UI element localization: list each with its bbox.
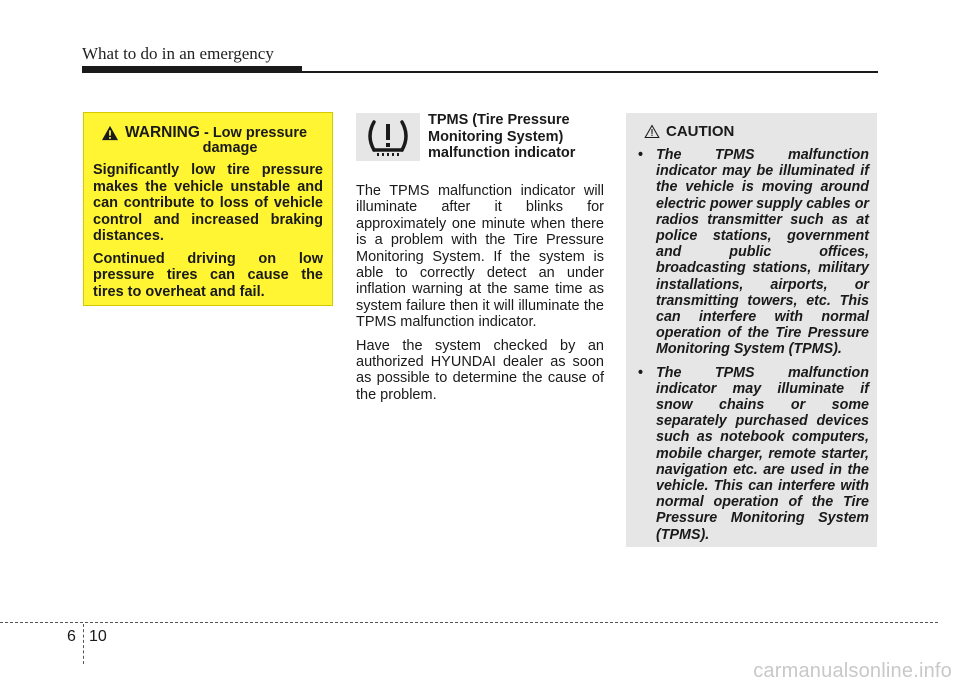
warning-paragraph: Significantly low tire pressure makes the vehicle unstable and can contribute to loss of vehicle control and increased braking distances.	[93, 162, 323, 244]
warning-subtitle-line1: Low pressure	[212, 125, 308, 141]
header-rule	[82, 71, 878, 73]
tpms-body	[356, 183, 604, 410]
bullet-icon: •	[638, 364, 644, 381]
caution-label: CAUTION	[666, 123, 735, 140]
warning-label: WARNING	[125, 124, 200, 141]
caution-box	[626, 113, 877, 547]
chapter-number: 6	[67, 628, 76, 645]
tpms-indicator-icon	[356, 113, 420, 161]
warning-heading	[93, 125, 323, 156]
caution-triangle-icon	[644, 124, 660, 139]
tpms-icon-frame	[356, 113, 420, 161]
caution-item-text: The TPMS malfunction indicator may illuminate if snow chains or some separately purchased devices such as notebook computers, mobile charger, remote starter, navigation etc. are used in the vehicle. This can interfere with normal operation of the Tire Pressure Monitoring System (TPMS).	[656, 364, 869, 543]
warning-separator: -	[199, 125, 213, 141]
warning-subtitle-line2: damage	[202, 140, 258, 156]
footer-divider	[83, 624, 84, 664]
tpms-section-title: TPMS (Tire Pressure Monitoring System) malfunction indicator	[428, 112, 576, 161]
warning-paragraph: Continued driving on low pressure tires can cause the tires to overheat and fail.	[93, 250, 323, 300]
caution-list	[636, 147, 869, 543]
watermark: carmanualsonline.info	[753, 660, 952, 682]
page-number: 10	[89, 628, 107, 645]
warning-box	[83, 112, 333, 306]
caution-item-text: The TPMS malfunction indicator may be illuminated if the vehicle is moving around electric power supply cables or radios transmitter such as at police stations, government and public offices, broadcasting stations, military installations, airports, or transmitting towers, etc. This can interfere with normal operation of the Tire Pressure Monitoring System (TPMS).	[656, 147, 869, 358]
page-header-title: What to do in an emergency	[82, 44, 274, 63]
warning-triangle-icon	[101, 125, 119, 141]
tpms-paragraph: The TPMS malfunction indicator will illuminate after it blinks for approximately one minute when there is a problem with the Tire Pressure Monitoring System. If the system is able to correctly detect an under inflation warning at the same time as system failure then it will illuminate the TPMS malfunction indicator.	[356, 183, 604, 331]
caution-heading	[644, 123, 869, 140]
bullet-icon: •	[638, 147, 644, 163]
tpms-paragraph: Have the system checked by an authorized HYUNDAI dealer as soon as possible to determine the cause of the problem.	[356, 337, 604, 403]
caution-item	[636, 365, 869, 543]
footer-rule	[0, 622, 938, 623]
caution-item	[636, 147, 869, 358]
